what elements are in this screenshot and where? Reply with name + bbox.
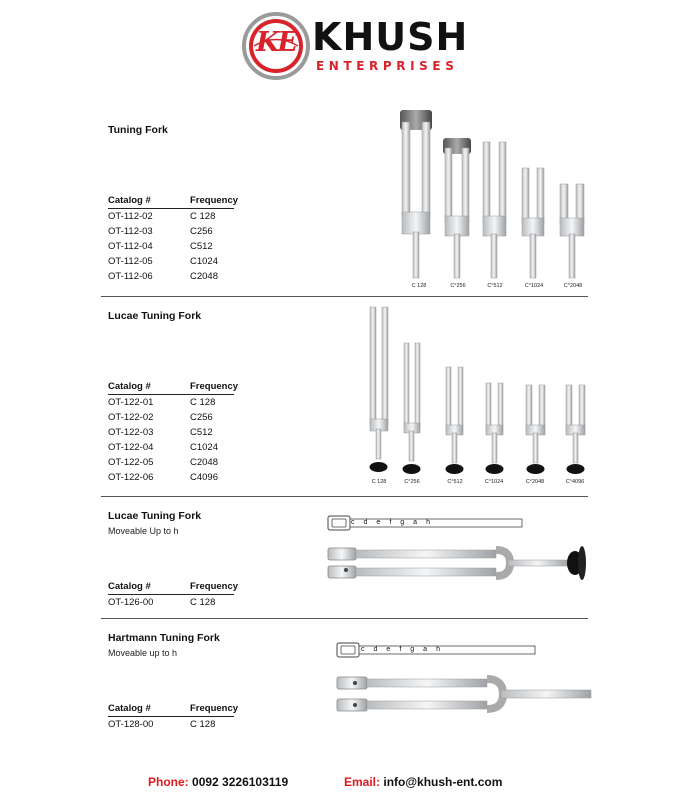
table-row [108, 239, 248, 254]
fork-c128 [400, 110, 432, 278]
table-row [108, 395, 248, 410]
fork-label: C°512 [447, 479, 463, 485]
fork-c512 [483, 142, 506, 278]
scale-letter: e [376, 519, 381, 526]
frequency-scale [361, 646, 531, 654]
scale-letter: f [389, 519, 392, 526]
catalog-number: OT-112-06 [108, 271, 153, 282]
footer-email [344, 775, 502, 789]
scale-letter: e [386, 646, 391, 653]
brand-name: KHUSH [312, 15, 469, 59]
section-subtitle: Moveable up to h [108, 648, 178, 658]
scale-letter: d [363, 519, 368, 526]
fork-c256 [403, 343, 421, 474]
section-subtitle: Moveable Up to h [108, 526, 179, 536]
catalog-table [108, 195, 248, 284]
fork-c4096 [566, 385, 585, 474]
frequency-value: C256 [190, 226, 213, 237]
tuning-fork-illustration [385, 102, 605, 292]
section-title: Hartmann Tuning Fork [108, 632, 220, 644]
logo-letters: KE [255, 27, 297, 58]
scale-letter: c [361, 646, 365, 653]
fork-label: C°512 [487, 283, 503, 289]
frequency-scale [351, 519, 521, 527]
table-row [108, 455, 248, 470]
catalog-header: Catalog # [108, 581, 151, 592]
frequency-header: Frequency [190, 381, 239, 392]
catalog-number: OT-112-05 [108, 256, 153, 267]
email-address[interactable]: info@khush-ent.com [383, 775, 503, 789]
phone-number[interactable]: 0092 3226103119 [192, 775, 289, 789]
catalog-number: OT-112-03 [108, 226, 153, 237]
scale-letter: a [413, 519, 418, 526]
catalog-number: OT-122-06 [108, 472, 154, 483]
scale-letter: h [426, 519, 430, 526]
frequency-header: Frequency [190, 581, 239, 592]
frequency-value: C2048 [190, 457, 218, 468]
frequency-value: C 128 [190, 597, 216, 608]
section-divider [101, 618, 588, 619]
table-row [108, 470, 248, 485]
frequency-value: C256 [190, 412, 213, 423]
table-row [108, 595, 248, 610]
fork-c2048 [560, 184, 584, 278]
fork-c2048 [526, 385, 545, 474]
fork-label: C°2048 [563, 283, 583, 289]
fork-c256 [443, 138, 471, 278]
fork-label: C°1024 [484, 479, 504, 485]
catalog-number: OT-112-04 [108, 241, 153, 252]
catalog-number: OT-122-03 [108, 427, 154, 438]
frequency-value: C512 [190, 241, 213, 252]
email-label: Email: [344, 775, 381, 789]
phone-label: Phone: [148, 775, 189, 789]
catalog-number: OT-122-01 [108, 397, 154, 408]
fork-c512 [446, 367, 464, 474]
catalog-table [108, 703, 248, 732]
frequency-value: C4096 [190, 472, 218, 483]
fork-label: C°2048 [525, 479, 545, 485]
table-row [108, 717, 248, 732]
fork-label: C°1024 [524, 283, 544, 289]
table-row [108, 269, 248, 284]
section-title: Lucae Tuning Fork [108, 310, 202, 322]
scale-letter: g [400, 519, 405, 526]
scale-letter: c [351, 519, 355, 526]
brand-tagline: ENTERPRISES [316, 59, 459, 73]
table-row [108, 209, 248, 224]
catalog-number: OT-122-02 [108, 412, 154, 423]
catalog-number: OT-128-00 [108, 719, 154, 730]
catalog-number: OT-126-00 [108, 597, 154, 608]
frequency-header: Frequency [190, 703, 239, 714]
section-title: Lucae Tuning Fork [108, 510, 202, 522]
table-row [108, 425, 248, 440]
table-row [108, 440, 248, 455]
catalog-header: Catalog # [108, 195, 151, 206]
frequency-header: Frequency [190, 195, 239, 206]
catalog-number: OT-122-04 [108, 442, 154, 453]
frequency-value: C512 [190, 427, 213, 438]
scale-letter: a [423, 646, 428, 653]
brand-logo [240, 11, 469, 81]
catalog-table [108, 581, 248, 610]
table-row [108, 224, 248, 239]
fork-label: C 128 [371, 479, 387, 485]
scale-letter: g [410, 646, 415, 653]
catalog-header: Catalog # [108, 381, 151, 392]
section-divider [101, 496, 588, 497]
fork-c128 [370, 307, 389, 472]
frequency-value: C1024 [190, 442, 218, 453]
fork-c1024 [522, 168, 544, 278]
scale-letter: d [373, 646, 378, 653]
frequency-value: C 128 [190, 211, 216, 222]
table-row [108, 254, 248, 269]
section-title: Tuning Fork [108, 124, 168, 136]
frequency-value: C 128 [190, 719, 216, 730]
catalog-header: Catalog # [108, 703, 151, 714]
frequency-value: C1024 [190, 256, 218, 267]
section-divider [101, 296, 588, 297]
fork-label: C°256 [450, 283, 466, 289]
fork-label: C°256 [404, 479, 420, 485]
frequency-value: C 128 [190, 397, 216, 408]
footer-phone [148, 775, 288, 789]
catalog-number: OT-112-02 [108, 211, 153, 222]
fork-label: C°4096 [565, 479, 585, 485]
fork-label: C 128 [411, 283, 427, 289]
frequency-value: C2048 [190, 271, 218, 282]
scale-letter: h [436, 646, 440, 653]
scale-letter: f [399, 646, 402, 653]
catalog-table [108, 381, 248, 485]
table-row [108, 410, 248, 425]
fork-c1024 [486, 383, 504, 474]
lucae-fork-illustration [358, 303, 598, 483]
catalog-number: OT-122-05 [108, 457, 154, 468]
